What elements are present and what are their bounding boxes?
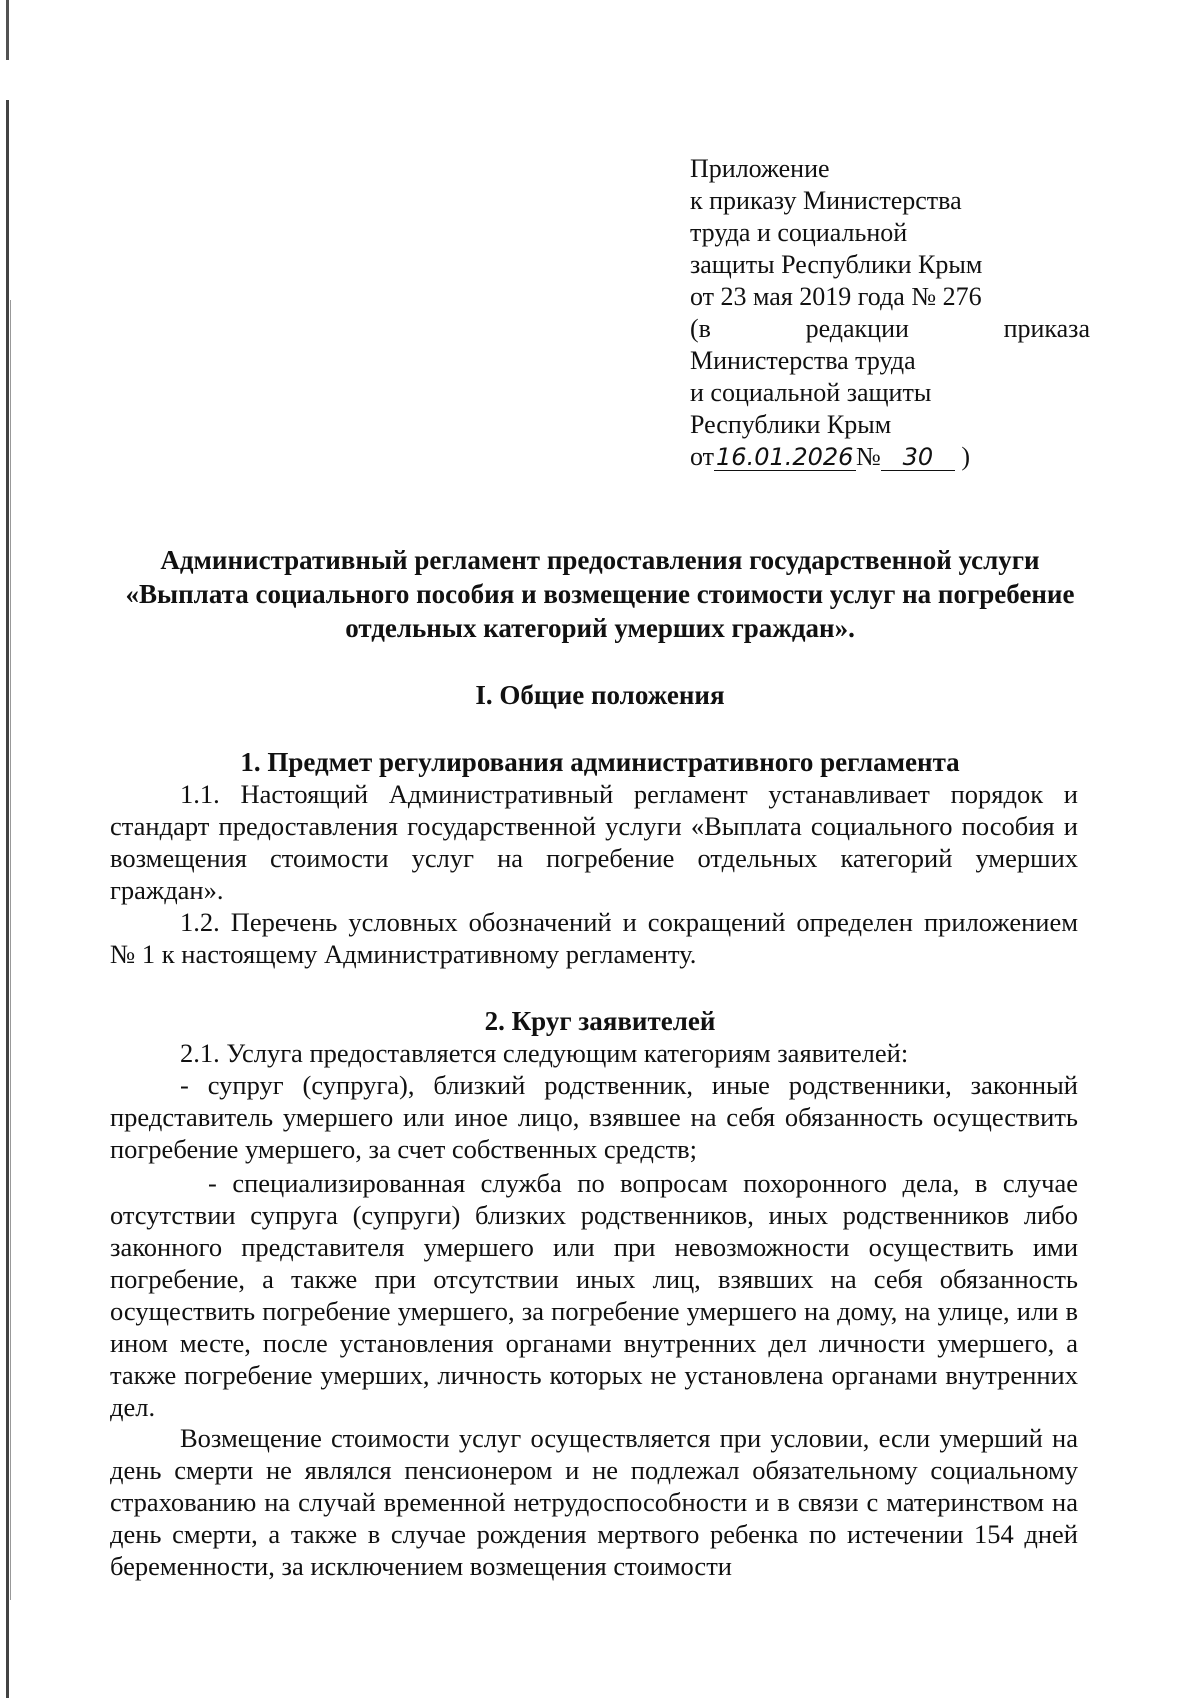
appendix-word: (в	[690, 314, 711, 343]
scan-edge-mark	[6, 0, 9, 1698]
appendix-date-prefix: от	[690, 442, 715, 471]
appendix-line: Республики Крым	[690, 410, 892, 439]
handwritten-number: 30	[881, 444, 955, 471]
paragraph-1-1: 1.1. Настоящий Административный регламент устанавливает порядок и стандарт предоставления государственной услуги «Выплата социального пособия и возмещения стоимости услуг на погребение отдельных категорий умерших граждан».	[110, 779, 1078, 905]
handwritten-date: 16.01.2026	[714, 444, 856, 471]
appendix-line: Приложение	[690, 154, 830, 183]
paragraph-2-1: 2.1. Услуга предоставляется следующим категориям заявителей:	[180, 1038, 909, 1068]
appendix-number-sign: №	[856, 442, 881, 471]
section-heading: I. Общие положения	[475, 680, 725, 710]
appendix-line: защиты Республики Крым	[690, 250, 983, 279]
paragraph-2-1-b: - специализированная служба по вопросам похоронного дела, в случае отсутствии супруга (супруги) близких родственников, иных родственников либо законного представителя умершего или при невозможности осуществить ими погребение, а также при отсутствии иных лиц, взявших на себя обязанность осуществить погребение умершего, за погребение умершего на дому, на улице, или в ином месте, после установления органами внутренних дел личности умершего, а также погребение умерших, личность которых не установлена органами внутренних дел.	[110, 1168, 1078, 1422]
appendix-word: приказа	[1003, 314, 1090, 343]
appendix-line: к приказу Министерства	[690, 186, 962, 215]
appendix-word: редакции	[805, 314, 909, 343]
appendix-line: Министерства труда	[690, 346, 916, 375]
paragraph-1-2: 1.2. Перечень условных обозначений и сокращений определен приложением № 1 к настоящему Административному регламенту.	[110, 907, 1078, 969]
paragraph-2-1-c: Возмещение стоимости услуг осуществляется при условии, если умерший на день смерти не являлся пенсионером и не подлежал обязательному социальному страхованию на случай временной нетрудоспособности и в связи с материнством на день смерти, а также в случае рождения мертвого ребенка по истечении 154 дней беременности, за исключением возмещения стоимости	[110, 1423, 1078, 1581]
appendix-close-paren: )	[961, 442, 971, 471]
appendix-line: труда и социальной	[690, 218, 908, 247]
subsection-heading: 1. Предмет регулирования административного регламента	[240, 747, 960, 777]
appendix-block	[690, 153, 1090, 473]
appendix-date-line	[690, 441, 1090, 473]
paragraph-2-1-a: - супруг (супруга), близкий родственник, иные родственники, законный представитель умершего или иное лицо, взявшее на себя обязанность осуществить погребение умершего, за счет собственных средств;	[110, 1070, 1078, 1164]
appendix-line: от 23 мая 2019 года № 276	[690, 282, 982, 311]
scan-edge-line	[10, 300, 11, 1600]
appendix-line: и социальной защиты	[690, 378, 932, 407]
document-title: Административный регламент предоставления государственной услуги «Выплата социального пособия и возмещение стоимости услуг на погребение отдельных категорий умерших граждан».	[125, 545, 1075, 643]
appendix-edition-line	[690, 313, 1090, 345]
subsection-heading: 2. Круг заявителей	[484, 1006, 716, 1036]
